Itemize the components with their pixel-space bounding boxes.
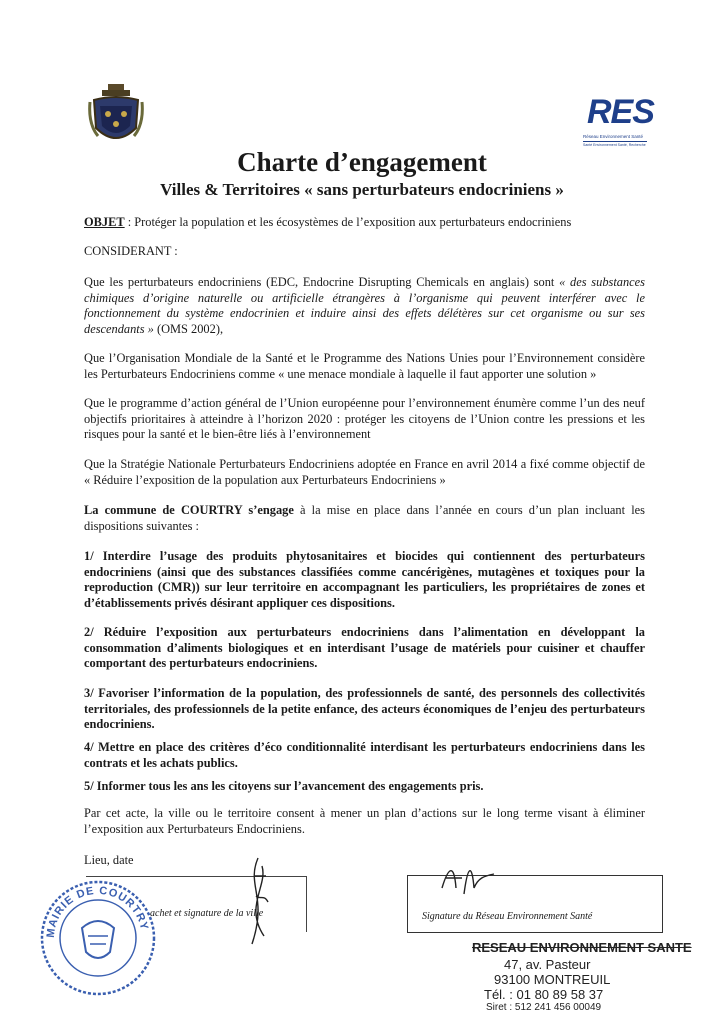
left-signature-border-right bbox=[306, 876, 307, 932]
paragraph-edc-source: (OMS 2002), bbox=[153, 321, 224, 336]
mayor-signature bbox=[238, 856, 278, 946]
engagement-commune: La commune de COURTRY s’engage bbox=[84, 503, 294, 517]
page-subtitle: Villes & Territoires « sans perturbateurs endocriniens » bbox=[160, 180, 564, 199]
left-signature-caption: achet et signature de la ville bbox=[150, 908, 264, 919]
paragraph-snpe: Que la Stratégie Nationale Perturbateurs Endocriniens adoptée en France en avril 2014 a fixé comme objectif de « Réduire l’exposition de la population aux Perturbateurs Endocriniens » bbox=[84, 457, 645, 487]
disposition-3: 3/ Favoriser l’information de la population, des professionnels de santé, des personnels des collectivités territoriales, des professionnels de la petite enfance, des acteurs économiques de l’enjeu des perturbateurs endocriniens. bbox=[84, 686, 645, 731]
engagement-text: à la mise en place dans l’année en cours d’un plan incluant les dispositions suivantes : bbox=[84, 503, 645, 533]
res-logo-tagline: Réseau Environnement Santé bbox=[583, 134, 644, 139]
res-logo-mark: RES bbox=[587, 93, 654, 131]
res-signature bbox=[438, 858, 498, 902]
res-stamp-phone: Tél. : 01 80 89 58 37 bbox=[484, 987, 604, 1002]
res-logo-tagline-2: Santé Environnement Santé, Recherche bbox=[583, 143, 646, 147]
mairie-stamp-text: MAIRIE DE COURTRY bbox=[44, 884, 151, 939]
lieu-date-label: Lieu, date bbox=[84, 853, 134, 867]
disposition-5: 5/ Informer tous les ans les citoyens sur l’avancement des engagements pris. bbox=[84, 779, 484, 793]
closing-paragraph: Par cet acte, la ville ou le territoire consent à mener un plan d’actions sur le long terme visant à éliminer l’exposition aux Perturbateurs Endocriniens. bbox=[84, 806, 645, 836]
objet-text: : Protéger la population et les écosystèmes de l’exposition aux perturbateurs endocriniens bbox=[124, 215, 572, 229]
res-stamp-city: 93100 MONTREUIL bbox=[494, 972, 611, 987]
res-stamp-siret: Siret : 512 241 456 00049 bbox=[486, 1002, 602, 1013]
disposition-4: 4/ Mettre en place des critères d’éco conditionnalité interdisant les perturbateurs endocriniens dans les contrats et les achats publics. bbox=[84, 740, 645, 770]
disposition-2: 2/ Réduire l’exposition aux perturbateurs endocriniens dans l’alimentation en développant la consommation d’aliments biologiques et en interdisant l’usage de matériels pour cuisiner et chauffer comportant des perturbateurs endocriniens. bbox=[84, 625, 645, 670]
objet-line bbox=[84, 214, 645, 230]
objet-label: OBJET bbox=[84, 215, 125, 229]
paragraph-ue: Que le programme d’action général de l’Union européenne pour l’environnement énumère comme l’un des neuf objectifs prioritaires à atteindre à l’horizon 2020 : protéger les citoyens de l’Union contre les pressions et les risques pour la santé et le bien-être liés à l’environnement bbox=[84, 396, 645, 441]
res-logo-rule bbox=[583, 141, 647, 142]
res-address-stamp bbox=[470, 940, 692, 1013]
res-stamp-name: RESEAU ENVIRONNEMENT SANTE bbox=[472, 940, 692, 955]
res-stamp-street: 47, av. Pasteur bbox=[504, 957, 591, 972]
paragraph-engagement bbox=[84, 503, 645, 534]
paragraph-edc-definition bbox=[84, 275, 645, 337]
mairie-stamp bbox=[36, 876, 160, 1000]
disposition-1: 1/ Interdire l’usage des produits phytosanitaires et biocides qui contiennent des perturbateurs endocriniens (ainsi que des substances classifiées comme cancérigènes, mutagènes et toxiques pour la reproduction (CMR)) sur leur territoire en accompagnant les particuliers, les propriétaires de zones et d’établissements privés désirant appliquer ces dispositions. bbox=[84, 549, 645, 610]
city-crest-logo bbox=[88, 84, 144, 150]
res-signature-caption: Signature du Réseau Environnement Santé bbox=[422, 911, 593, 922]
paragraph-edc-quote: « des substances chimiques d’origine naturelle ou artificielle étrangères à l’organisme qui peuvent interférer avec le fonctionnement du système endocrinien et induire ainsi des effets délétères sur cet organisme ou sur ses descendants » bbox=[84, 275, 645, 336]
paragraph-oms: Que l’Organisation Mondiale de la Santé et le Programme des Nations Unies pour l’Environnement considère les Perturbateurs Endocriniens comme « une menace mondiale à laquelle il faut apporter une solution » bbox=[84, 351, 645, 381]
considerant-heading: CONSIDERANT : bbox=[84, 244, 178, 258]
page-title: Charte d’engagement bbox=[237, 147, 487, 177]
res-logo bbox=[583, 93, 654, 154]
paragraph-edc-text: Que les perturbateurs endocriniens (EDC, Endocrine Disrupting Chemicals en anglais) sont bbox=[84, 275, 560, 289]
